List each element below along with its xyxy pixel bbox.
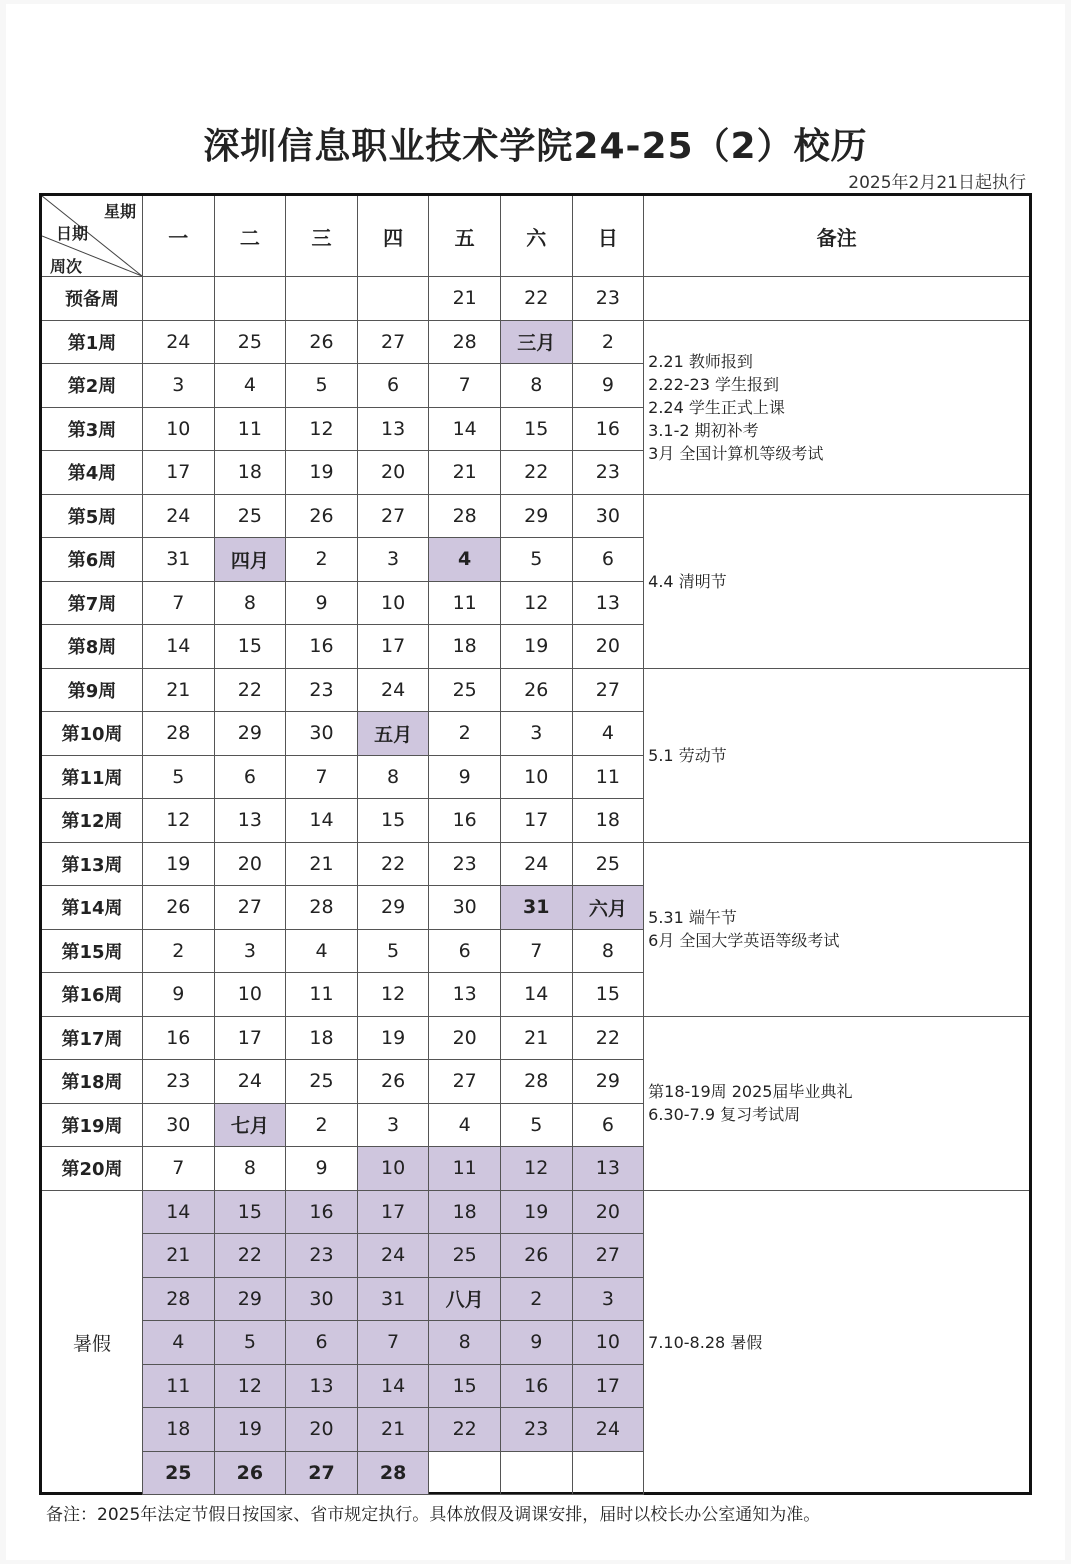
date-cell: 25: [143, 1452, 215, 1496]
date-cell: 9: [501, 1321, 573, 1365]
date-cell: 3: [501, 712, 573, 756]
week-label: 第6周: [42, 538, 143, 582]
date-cell: 15: [501, 408, 573, 452]
week-label: 第17周: [42, 1017, 143, 1061]
note-line: 第18-19周 2025届毕业典礼: [648, 1082, 853, 1101]
date-cell: 12: [501, 1147, 573, 1191]
week-label: 第2周: [42, 364, 143, 408]
footer-note: 备注：2025年法定节假日按国家、省市规定执行。具体放假及调课安排，届时以校长办公室通知为准。: [46, 1505, 821, 1525]
date-cell: 3: [215, 930, 287, 974]
date-cell: 18: [429, 625, 501, 669]
date-cell: [573, 1452, 645, 1496]
date-cell: 10: [358, 582, 430, 626]
date-cell: 20: [429, 1017, 501, 1061]
date-cell: 7: [143, 1147, 215, 1191]
date-cell: 2: [573, 321, 645, 365]
header-weekday-label: 星期: [103, 202, 136, 221]
date-cell: 16: [573, 408, 645, 452]
date-cell: 31: [501, 886, 573, 930]
date-cell: 25: [429, 1234, 501, 1278]
date-cell: 15: [215, 1191, 287, 1235]
page-title: 深圳信息职业技术学院24-25（2）校历: [203, 126, 868, 167]
week-label: 第13周: [42, 843, 143, 887]
date-cell: 6: [573, 1104, 645, 1148]
date-cell: 24: [573, 1408, 645, 1452]
date-cell: 22: [501, 277, 573, 321]
date-cell: [501, 1452, 573, 1496]
date-cell: 三月: [501, 321, 573, 365]
date-cell: 17: [143, 451, 215, 495]
date-cell: 7: [358, 1321, 430, 1365]
date-cell: 9: [429, 756, 501, 800]
date-cell: 4: [429, 538, 501, 582]
note-line: 2.24 学生正式上课: [648, 397, 785, 417]
note-line: 2.22-23 学生报到: [648, 374, 780, 394]
weekday-header: 五: [429, 196, 501, 277]
date-cell: 10: [501, 756, 573, 800]
notes-block: [644, 843, 1029, 1017]
date-cell: 8: [358, 756, 430, 800]
week-label: 第16周: [42, 973, 143, 1017]
notes-block: [644, 321, 1029, 495]
date-cell: 13: [573, 1147, 645, 1191]
weekday-header: 日: [573, 196, 645, 277]
date-cell: 24: [215, 1060, 287, 1104]
date-cell: 六月: [573, 886, 645, 930]
date-cell: 2: [286, 538, 358, 582]
date-cell: 28: [501, 1060, 573, 1104]
date-cell: 26: [143, 886, 215, 930]
date-cell: 23: [573, 277, 645, 321]
date-cell: 23: [573, 451, 645, 495]
date-cell: 23: [143, 1060, 215, 1104]
date-cell: 16: [286, 625, 358, 669]
date-cell: 22: [501, 451, 573, 495]
date-cell: 16: [429, 799, 501, 843]
date-cell: 28: [286, 886, 358, 930]
date-cell: 6: [573, 538, 645, 582]
notes-block: [644, 669, 1029, 843]
weekday-header: 六: [501, 196, 573, 277]
date-cell: 31: [143, 538, 215, 582]
date-cell: 3: [573, 1278, 645, 1322]
date-cell: 20: [358, 451, 430, 495]
note-line: 3.1-2 期初补考: [648, 420, 759, 440]
date-cell: 26: [501, 669, 573, 713]
date-cell: 11: [286, 973, 358, 1017]
header-date-label: 日期: [56, 224, 89, 243]
date-cell: 21: [143, 669, 215, 713]
date-cell: [358, 277, 430, 321]
date-cell: 17: [501, 799, 573, 843]
date-cell: 10: [143, 408, 215, 452]
note-line: 2.21 教师报到: [648, 351, 753, 371]
date-cell: 9: [286, 1147, 358, 1191]
week-label: 第14周: [42, 886, 143, 930]
date-cell: 18: [286, 1017, 358, 1061]
date-cell: 21: [501, 1017, 573, 1061]
date-cell: 28: [143, 1278, 215, 1322]
date-cell: 19: [358, 1017, 430, 1061]
date-cell: 7: [501, 930, 573, 974]
weekday-header: 三: [286, 196, 358, 277]
notes-block: [644, 1191, 1029, 1496]
date-cell: 15: [215, 625, 287, 669]
date-cell: 30: [573, 495, 645, 539]
date-cell: 21: [429, 451, 501, 495]
date-cell: 22: [429, 1408, 501, 1452]
date-cell: 8: [215, 1147, 287, 1191]
date-cell: 5: [286, 364, 358, 408]
note-line: 5.1 劳动节: [648, 745, 727, 765]
date-cell: 21: [358, 1408, 430, 1452]
weekday-header: 二: [215, 196, 287, 277]
date-cell: 26: [358, 1060, 430, 1104]
date-cell: 22: [215, 1234, 287, 1278]
date-cell: 15: [429, 1365, 501, 1409]
date-cell: 18: [215, 451, 287, 495]
notes-block: [644, 1017, 1029, 1191]
date-cell: 20: [215, 843, 287, 887]
date-cell: 7: [143, 582, 215, 626]
date-cell: 30: [286, 712, 358, 756]
weekday-header: 一: [143, 196, 215, 277]
date-cell: 29: [358, 886, 430, 930]
effective-date: 2025年2月21日起执行: [848, 173, 1026, 193]
date-cell: 14: [143, 1191, 215, 1235]
date-cell: 14: [501, 973, 573, 1017]
date-cell: 13: [429, 973, 501, 1017]
note-line: 7.10-8.28 暑假: [648, 1333, 763, 1353]
week-label: 第10周: [42, 712, 143, 756]
date-cell: 七月: [215, 1104, 287, 1148]
date-cell: [429, 1452, 501, 1496]
date-cell: 8: [573, 930, 645, 974]
date-cell: 23: [286, 1234, 358, 1278]
date-cell: 23: [429, 843, 501, 887]
date-cell: 25: [215, 495, 287, 539]
date-cell: 19: [143, 843, 215, 887]
date-cell: 17: [215, 1017, 287, 1061]
date-cell: 28: [143, 712, 215, 756]
date-cell: 30: [429, 886, 501, 930]
date-cell: 29: [215, 712, 287, 756]
date-cell: 7: [429, 364, 501, 408]
date-cell: 21: [286, 843, 358, 887]
date-cell: 4: [286, 930, 358, 974]
date-cell: 29: [215, 1278, 287, 1322]
date-cell: 24: [143, 495, 215, 539]
date-cell: 26: [215, 1452, 287, 1496]
date-cell: 13: [286, 1365, 358, 1409]
date-cell: 18: [573, 799, 645, 843]
date-cell: 16: [501, 1365, 573, 1409]
date-cell: 20: [573, 1191, 645, 1235]
date-cell: 6: [429, 930, 501, 974]
date-cell: 9: [143, 973, 215, 1017]
date-cell: 13: [215, 799, 287, 843]
date-cell: 11: [429, 582, 501, 626]
date-cell: 28: [429, 321, 501, 365]
note-line: 4.4 清明节: [648, 571, 727, 591]
header-corner: [42, 196, 143, 277]
date-cell: [143, 277, 215, 321]
date-cell: 5: [143, 756, 215, 800]
date-cell: 5: [215, 1321, 287, 1365]
date-cell: 19: [501, 1191, 573, 1235]
week-label: 第8周: [42, 625, 143, 669]
week-label: 第7周: [42, 582, 143, 626]
date-cell: 3: [143, 364, 215, 408]
date-cell: [215, 277, 287, 321]
note-line: 5.31 端午节: [648, 908, 737, 927]
date-cell: 24: [501, 843, 573, 887]
date-cell: 27: [286, 1452, 358, 1496]
date-cell: 14: [143, 625, 215, 669]
date-cell: 22: [358, 843, 430, 887]
date-cell: 20: [286, 1408, 358, 1452]
date-cell: 7: [286, 756, 358, 800]
calendar-table: [39, 193, 1032, 1495]
date-cell: 23: [501, 1408, 573, 1452]
note-line: 3月 全国计算机等级考试: [648, 443, 824, 463]
date-cell: 五月: [358, 712, 430, 756]
date-cell: 25: [573, 843, 645, 887]
date-cell: 26: [286, 495, 358, 539]
date-cell: 26: [501, 1234, 573, 1278]
date-cell: 22: [573, 1017, 645, 1061]
notes-header: 备注: [644, 196, 1029, 277]
date-cell: 八月: [429, 1278, 501, 1322]
date-cell: 5: [501, 1104, 573, 1148]
date-cell: 2: [143, 930, 215, 974]
date-cell: 2: [429, 712, 501, 756]
date-cell: 12: [501, 582, 573, 626]
date-cell: 16: [143, 1017, 215, 1061]
notes-block: [644, 495, 1029, 669]
week-label: 第18周: [42, 1060, 143, 1104]
date-cell: 25: [215, 321, 287, 365]
date-cell: 27: [573, 1234, 645, 1278]
date-cell: 11: [215, 408, 287, 452]
date-cell: 9: [573, 364, 645, 408]
date-cell: 6: [215, 756, 287, 800]
date-cell: 11: [573, 756, 645, 800]
week-label: 预备周: [42, 277, 143, 321]
date-cell: 20: [573, 625, 645, 669]
week-label: 第19周: [42, 1104, 143, 1148]
date-cell: 22: [215, 669, 287, 713]
date-cell: 12: [358, 973, 430, 1017]
date-cell: 12: [215, 1365, 287, 1409]
weekday-header: 四: [358, 196, 430, 277]
date-cell: [286, 277, 358, 321]
date-cell: 5: [501, 538, 573, 582]
date-cell: 14: [358, 1365, 430, 1409]
week-label: 第3周: [42, 408, 143, 452]
date-cell: 5: [358, 930, 430, 974]
date-cell: 31: [358, 1278, 430, 1322]
date-cell: 14: [286, 799, 358, 843]
date-cell: 8: [429, 1321, 501, 1365]
date-cell: 15: [573, 973, 645, 1017]
date-cell: 2: [286, 1104, 358, 1148]
date-cell: 30: [286, 1278, 358, 1322]
date-cell: 24: [358, 1234, 430, 1278]
week-label: 第20周: [42, 1147, 143, 1191]
week-label: 第11周: [42, 756, 143, 800]
week-label: 第4周: [42, 451, 143, 495]
date-cell: 3: [358, 1104, 430, 1148]
date-cell: 27: [215, 886, 287, 930]
date-cell: 2: [501, 1278, 573, 1322]
summer-label: 暑假: [42, 1191, 143, 1496]
date-cell: 17: [358, 1191, 430, 1235]
date-cell: 27: [573, 669, 645, 713]
date-cell: 9: [286, 582, 358, 626]
note-line: 6.30-7.9 复习考试周: [648, 1105, 801, 1124]
date-cell: 17: [358, 625, 430, 669]
week-label: 第9周: [42, 669, 143, 713]
date-cell: 4: [143, 1321, 215, 1365]
date-cell: 8: [501, 364, 573, 408]
week-label: 第5周: [42, 495, 143, 539]
date-cell: 25: [286, 1060, 358, 1104]
header-week-label: 周次: [50, 257, 83, 276]
date-cell: 19: [501, 625, 573, 669]
date-cell: 27: [358, 321, 430, 365]
date-cell: 4: [573, 712, 645, 756]
date-cell: 30: [143, 1104, 215, 1148]
date-cell: 21: [429, 277, 501, 321]
date-cell: 10: [215, 973, 287, 1017]
date-cell: 13: [358, 408, 430, 452]
date-cell: 28: [429, 495, 501, 539]
week-label: 第1周: [42, 321, 143, 365]
date-cell: 19: [286, 451, 358, 495]
date-cell: 24: [143, 321, 215, 365]
date-cell: 12: [143, 799, 215, 843]
date-cell: 6: [358, 364, 430, 408]
date-cell: 四月: [215, 538, 287, 582]
date-cell: 16: [286, 1191, 358, 1235]
note-line: 6月 全国大学英语等级考试: [648, 931, 840, 950]
date-cell: 27: [358, 495, 430, 539]
date-cell: 11: [429, 1147, 501, 1191]
date-cell: 4: [215, 364, 287, 408]
date-cell: 24: [358, 669, 430, 713]
date-cell: 27: [429, 1060, 501, 1104]
date-cell: 18: [429, 1191, 501, 1235]
date-cell: 28: [358, 1452, 430, 1496]
date-cell: 17: [573, 1365, 645, 1409]
date-cell: 26: [286, 321, 358, 365]
date-cell: 12: [286, 408, 358, 452]
date-cell: 6: [286, 1321, 358, 1365]
date-cell: 15: [358, 799, 430, 843]
date-cell: 19: [215, 1408, 287, 1452]
date-cell: 10: [573, 1321, 645, 1365]
date-cell: 10: [358, 1147, 430, 1191]
notes-block: [644, 277, 1029, 321]
date-cell: 23: [286, 669, 358, 713]
date-cell: 14: [429, 408, 501, 452]
date-cell: 13: [573, 582, 645, 626]
date-cell: 4: [429, 1104, 501, 1148]
week-label: 第12周: [42, 799, 143, 843]
week-label: 第15周: [42, 930, 143, 974]
date-cell: 8: [215, 582, 287, 626]
date-cell: 25: [429, 669, 501, 713]
date-cell: 29: [501, 495, 573, 539]
date-cell: 3: [358, 538, 430, 582]
date-cell: 18: [143, 1408, 215, 1452]
date-cell: 21: [143, 1234, 215, 1278]
date-cell: 29: [573, 1060, 645, 1104]
date-cell: 11: [143, 1365, 215, 1409]
